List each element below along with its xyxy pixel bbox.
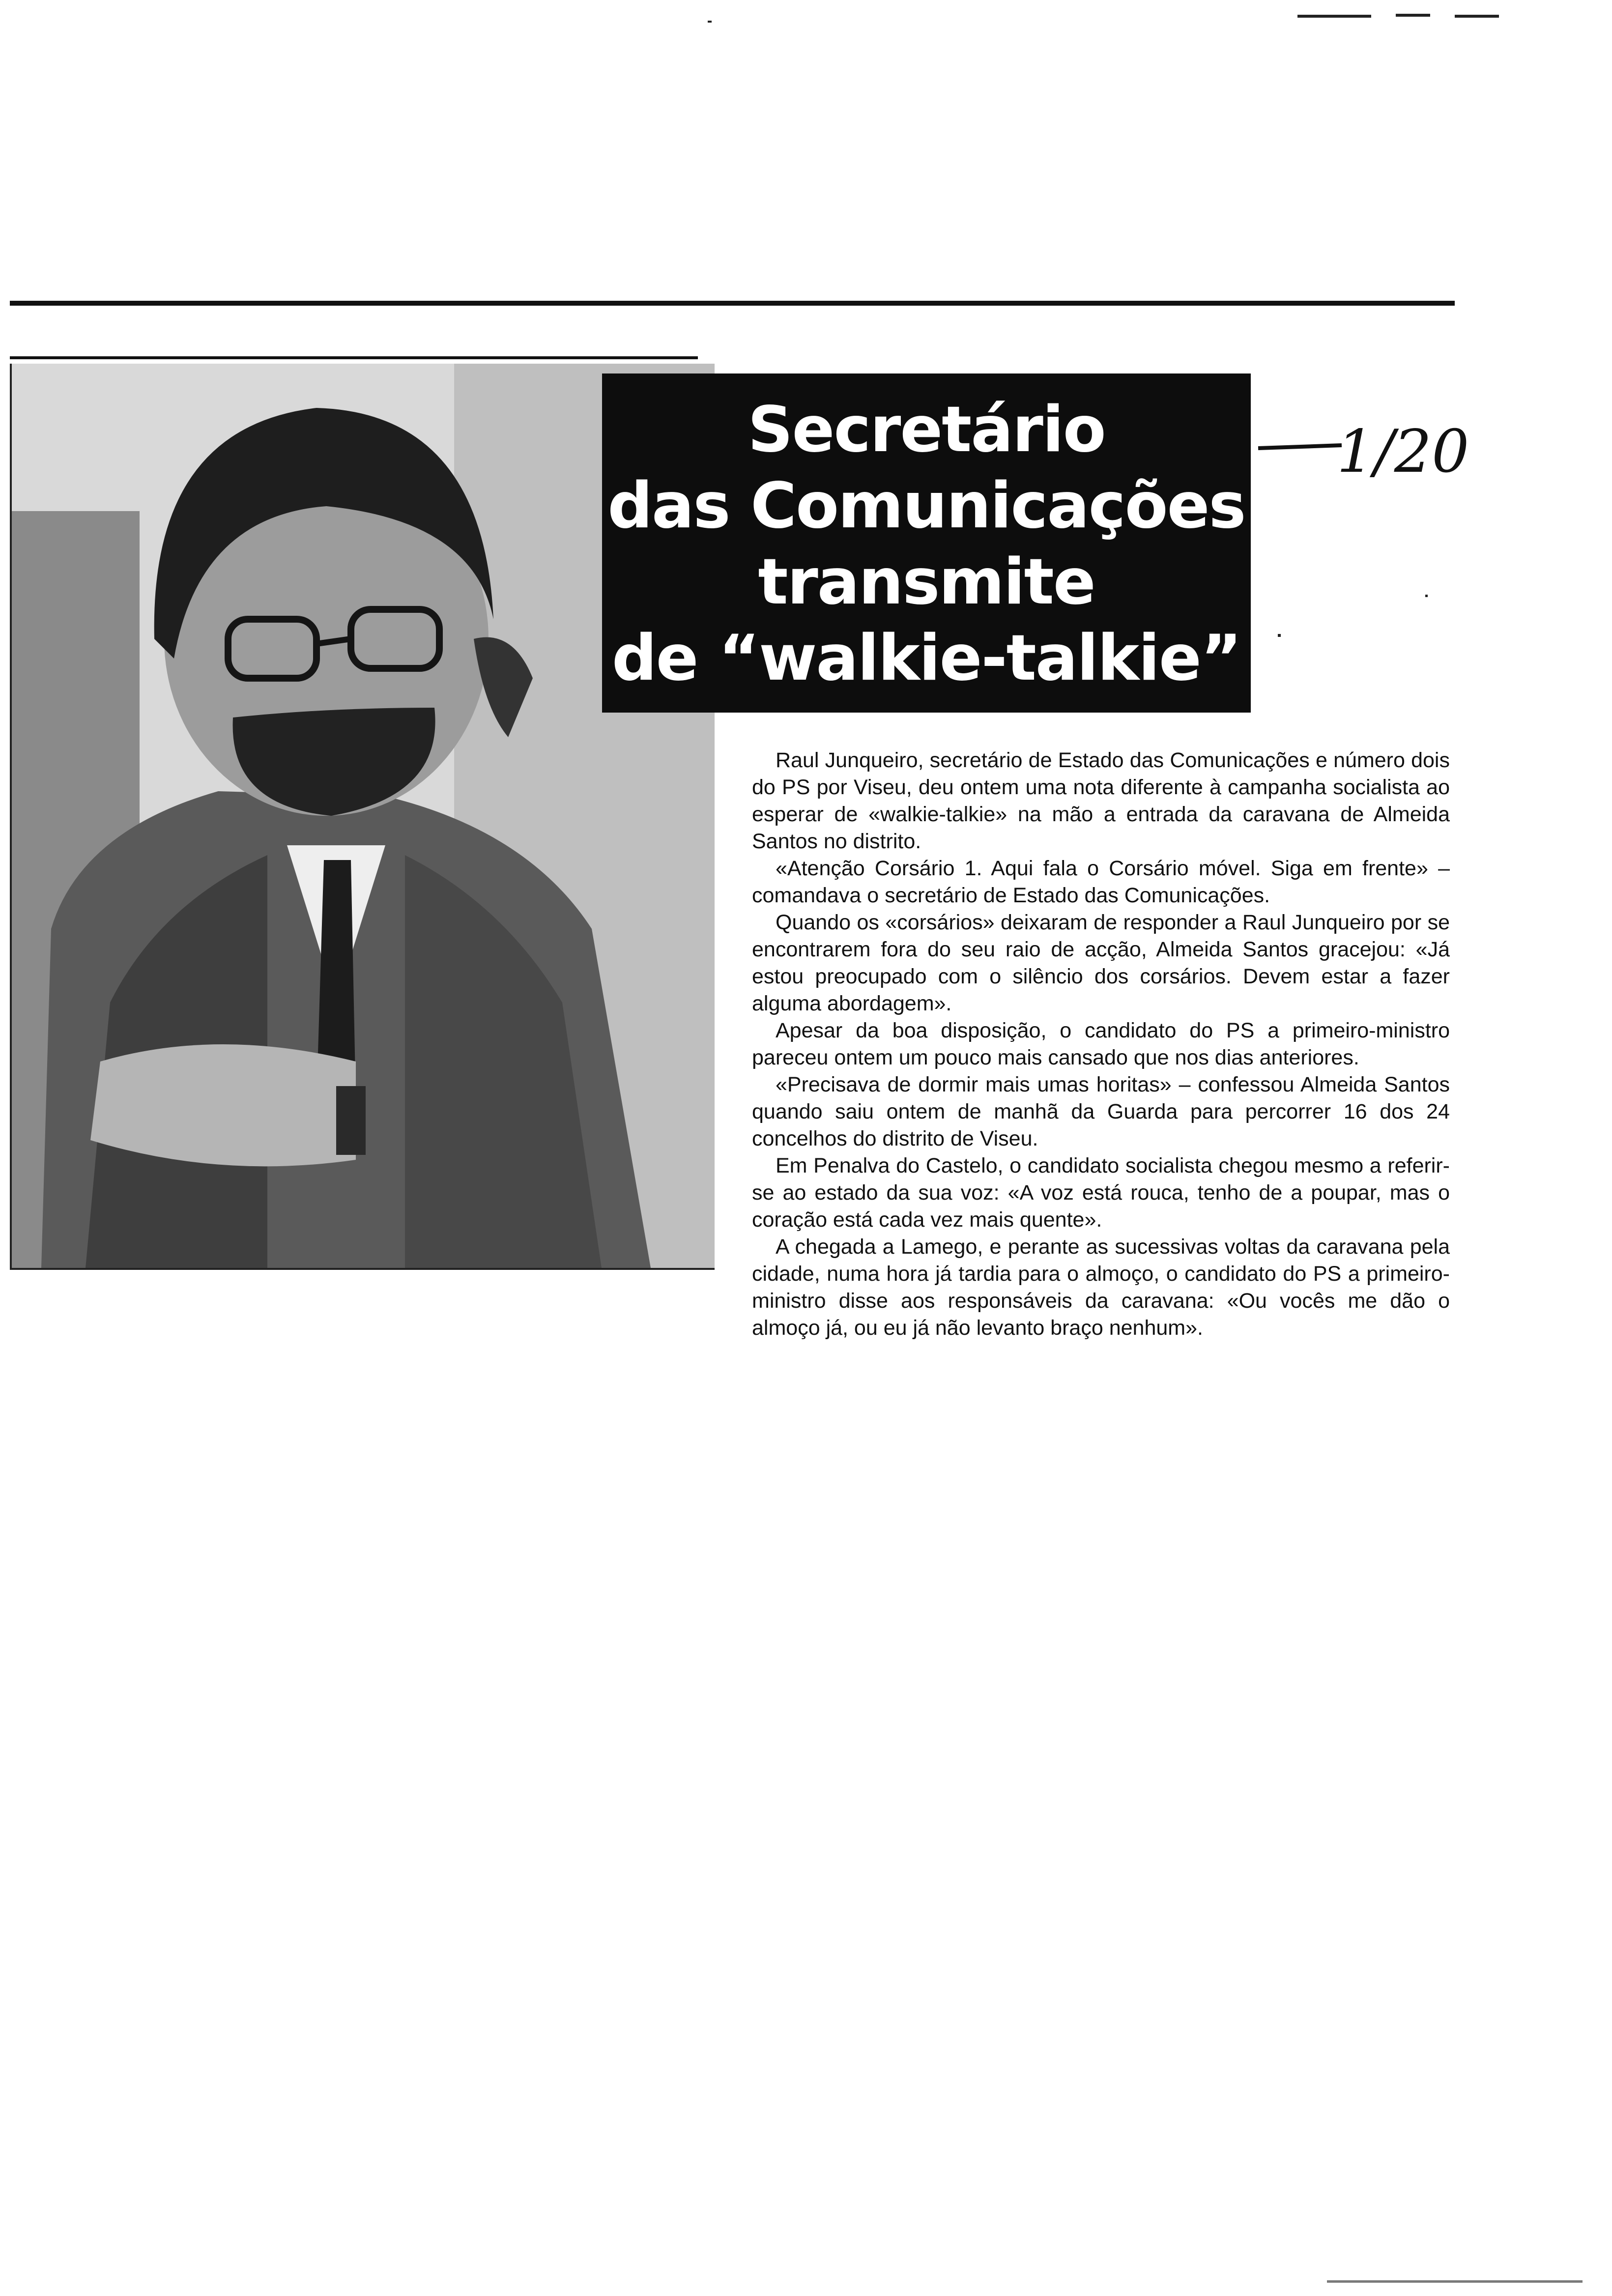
article-body	[752, 747, 1450, 1342]
photo-top-rule	[10, 356, 698, 359]
article-paragraph: A chegada a Lamego, e perante as sucessivas voltas da caravana pela cidade, numa hora já tardia para o almoço, o candidato do PS a primeiro-ministro disse aos responsáveis da caravana: «Ou vocês me dão o almoço já, ou eu já não levanto braço nenhum».	[752, 1235, 1450, 1340]
article-paragraph: Raul Junqueiro, secretário de Estado das Comunicações e número dois do PS por Viseu, deu ontem uma nota diferente à campanha socialista ao esperar de «walkie-talkie» na mão a entrada da caravana de Almeida Santos no distrito.	[752, 748, 1450, 853]
scan-speck	[1455, 15, 1499, 18]
article-paragraph: «Atenção Corsário 1. Aqui fala o Corsário móvel. Siga em frente» – comandava o secretário de Estado das Comunicações.	[752, 857, 1450, 907]
page-mark-dash	[1258, 443, 1342, 450]
headline-box	[602, 373, 1251, 713]
headline-line-1: Secretário	[748, 393, 1105, 466]
article-paragraph: «Precisava de dormir mais umas horitas» – confessou Almeida Santos quando saiu ontem de manhã da Guarda para percorrer 16 dos 24 concelhos do distrito de Viseu.	[752, 1073, 1450, 1150]
scan-speck	[1297, 15, 1371, 18]
article-paragraph: Apesar da boa disposição, o candidato do PS a primeiro-ministro pareceu ontem um pouco mais cansado que nos dias anteriores.	[752, 1019, 1450, 1069]
headline-line-3: transmite	[758, 545, 1095, 619]
scan-speck	[1425, 595, 1428, 597]
scan-speck	[1278, 634, 1281, 637]
article-paragraph: Quando os «corsários» deixaram de responder a Raul Junqueiro por se encontrarem fora do seu raio de acção, Almeida Santos gracejou: «Já estou preocupado com o silêncio dos corsários. Devem estar a fazer alguma abordagem».	[752, 911, 1450, 1015]
headline-line-4: de “walkie-talkie”	[612, 622, 1241, 695]
top-rule	[10, 301, 1455, 306]
article-paragraph: Em Penalva do Castelo, o candidato socialista chegou mesmo a referir-se ao estado da sua voz: «A voz está rouca, tenho de a poupar, mas o coração está cada vez mais quente».	[752, 1154, 1450, 1232]
scan-speck	[1327, 2280, 1583, 2283]
scan-speck	[1396, 14, 1430, 17]
scan-speck	[708, 21, 712, 23]
headline-line-2: das Comunicações	[607, 469, 1245, 543]
handwritten-page-mark: 1/20	[1337, 418, 1469, 486]
